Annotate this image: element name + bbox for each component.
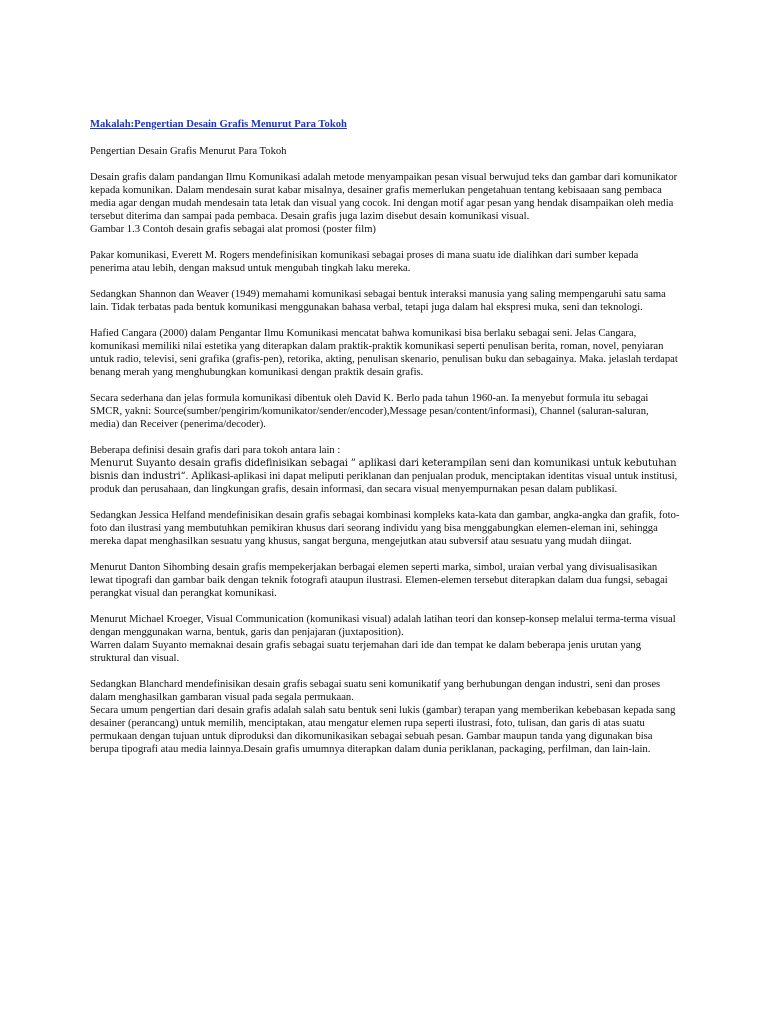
paragraph-6 (90, 444, 680, 496)
paragraph-1: Desain grafis dalam pandangan Ilmu Komunikasi adalah metode menyampaikan pesan visual berwujud teks dan gambar dari komunikator kepada komunikan. Dalam mendesain surat kabar misalnya, desainer grafis memerlukan pengetahuan tentang kebisaaan sang pembaca media agar dengan mudah mendesain tata letak dan visual yang cocok. Ini dengan motif agar pesan yang hendak disampaikan oleh media tersebut diterima dan sampai pada pembaca. Desain grafis juga lazim disebut desain komunikasi visual. (90, 172, 678, 222)
paragraph-6-rest: -aplikasi ini dapat meliputi periklanan dan penjualan produk, menciptakan identitas visual untuk institusi, produk dan perusahaan, dan lingkungan grafis, desain informasi, dan secara visual menyempurnakan pesan dalam publikasi. (90, 471, 678, 495)
paragraph-8: Menurut Danton Sihombing desain grafis mempekerjakan berbagai elemen seperti marka, simbol, uraian verbal yang divisualisasikan lewat tipografi dan gambar baik dengan teknik fotografi ataupun ilustrasi. Elemen-elemen tersebut diterapkan dalam dua fungsi, sebagai perangkat visual dan perangkat komunikasi. (90, 562, 668, 599)
paragraph-5: Secara sederhana dan jelas formula komunikasi dibentuk oleh David K. Berlo pada tahun 1960-an. Ia menyebut formula itu sebagai SMCR, yakni: Source(sumber/pengirim/komunikator/sender/encoder),Message pesan/content/informasi), Channel (saluran-saluran, media) dan Receiver (penerima/decoder). (90, 393, 649, 430)
paragraph-9b: Warren dalam Suyanto memaknai desain grafis sebagai suatu terjemahan dari ide dan tempat ke dalam beberapa jenis urutan yang struktural dan visual. (90, 640, 641, 664)
paragraph-7: Sedangkan Jessica Helfand mendefinisikan desain grafis sebagai kombinasi kompleks kata-kata dan gambar, angka-angka dan grafik, foto-foto dan ilustrasi yang membutuhkan pemikiran khusus dari seorang individu yang bisa menggabungkan elemen-eleman ini, sehingga mereka dapat menghasilkan sesuatu yang khusus, sangat berguna, mengejutkan atau subversif atau sesuatu yang mudah diingat. (90, 510, 680, 547)
paragraph-4: Hafied Cangara (2000) dalam Pengantar Ilmu Komunikasi mencatat bahwa komunikasi bisa berlaku sebagai seni. Jelas Cangara, komunikasi memiliki nilai estetika yang diterapkan dalam praktik-praktik komunikasi seperti penulisan berita, roman, novel, penyiaran untuk radio, televisi, seni grafika (grafis-pen), retorika, akting, penulisan skenario, penulisan buku dan sebagainya. Maka. jelaslah terdapat benang merah yang menghubungkan komunikasi dengan praktik desain grafis. (90, 328, 678, 378)
title-link[interactable]: Makalah:Pengertian Desain Grafis Menurut Para Tokoh (90, 119, 347, 130)
document-page (90, 118, 680, 769)
suyanto-quote: Menurut Suyanto desain grafis didefinisikan sebagai ” aplikasi dari keterampilan seni dan komunikasi untuk kebutuhan bisnis dan industri“. Aplikasi (90, 458, 677, 482)
figure-caption: Gambar 1.3 Contoh desain grafis sebagai alat promosi (poster film) (90, 224, 376, 235)
paragraph-2: Pakar komunikasi, Everett M. Rogers mendefinisikan komunikasi sebagai proses di mana suatu ide dialihkan dari sumber kepada penerima atau lebih, dengan maksud untuk mengubah tingkah laku mereka. (90, 250, 639, 274)
paragraph-3: Sedangkan Shannon dan Weaver (1949) memahami komunikasi sebagai bentuk interaksi manusia yang saling mempengaruhi satu sama lain. Tidak terbatas pada bentuk komunikasi menggunakan bahasa verbal, tetapi juga dalam hal ekspresi muka, seni dan teknologi. (90, 289, 666, 313)
paragraph-10: Sedangkan Blanchard mendefinisikan desain grafis sebagai suatu seni komunikatif yang berhubungan dengan industri, seni dan proses dalam menghasilkan gambaran visual pada segala permukaan. (90, 679, 661, 703)
paragraph-10b: Secara umum pengertian dari desain grafis adalah salah satu bentuk seni lukis (gambar) terapan yang memberikan kebebasan kepada sang desainer (perancang) untuk memilih, menciptakan, atau mengatur elemen rupa seperti ilustrasi, foto, tulisan, dan garis di atas suatu permukaan dengan tujuan untuk diproduksi dan dikomunikasikan sebagai sebuah pesan. Gambar maupun tanda yang digunakan bisa berupa tipografi atau media lainnya.Desain grafis umumnya diterapkan dalam dunia periklanan, packaging, perfilman, dan lain-lain. (90, 705, 676, 755)
paragraph-9: Menurut Michael Kroeger, Visual Communication (komunikasi visual) adalah latihan teori dan konsep-konsep melalui terma-terma visual dengan menggunakan warna, bentuk, garis dan penjajaran (juxtaposition). (90, 614, 676, 638)
page-subtitle: Pengertian Desain Grafis Menurut Para Tokoh (90, 146, 287, 157)
definitions-intro: Beberapa definisi desain grafis dari para tokoh antara lain : (90, 445, 341, 456)
